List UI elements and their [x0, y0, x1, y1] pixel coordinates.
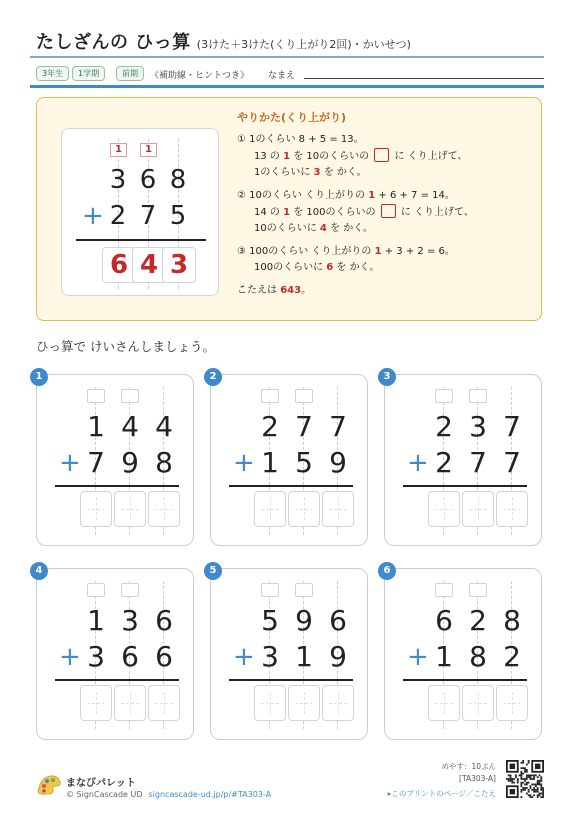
carry-box[interactable] — [87, 389, 105, 403]
example-problem — [61, 128, 219, 296]
highlight-number: 643 — [280, 285, 302, 296]
bottom-digit: 1 — [435, 640, 453, 673]
step-text: 10のくらいに — [254, 223, 320, 234]
carry-box[interactable] — [435, 583, 453, 597]
bottom-digit: 5 — [169, 201, 187, 231]
answer-box[interactable] — [80, 685, 112, 721]
bottom-digit: 2 — [503, 640, 521, 673]
worksheet-code: [TA303-A] — [459, 774, 496, 783]
bottom-digit: 5 — [295, 446, 313, 479]
step-text: 13 の — [254, 151, 284, 162]
problem-number: 5 — [204, 562, 222, 580]
bottom-digit: 1 — [295, 640, 313, 673]
bottom-digit: 8 — [469, 640, 487, 673]
name-label: なまえ — [268, 71, 296, 81]
problem-number: 6 — [378, 562, 396, 580]
answer-box[interactable] — [114, 685, 146, 721]
problem-number: 3 — [378, 368, 396, 386]
step-text: 100のくらいに — [254, 262, 327, 273]
top-digit: 6 — [155, 604, 173, 637]
answer-box[interactable] — [322, 685, 354, 721]
bottom-digit: 7 — [87, 446, 105, 479]
highlight-number: 1 — [374, 246, 382, 257]
plus-sign: + — [82, 201, 104, 231]
bottom-digit: 7 — [469, 446, 487, 479]
answer-digit: 6 — [102, 247, 136, 283]
sum-line — [229, 485, 353, 487]
step-text: ② 10のくらい くり上がりの — [237, 190, 369, 201]
meta-row — [36, 66, 544, 82]
top-digit: 6 — [329, 604, 347, 637]
step-1 — [237, 132, 537, 181]
answer-box[interactable] — [428, 491, 460, 527]
site-link[interactable]: signcascade-ud.jp/p/#TA303-A — [148, 790, 272, 799]
answer-box[interactable] — [462, 685, 494, 721]
bottom-digit: 2 — [435, 446, 453, 479]
top-digit: 8 — [169, 165, 187, 195]
problem-card — [209, 565, 368, 740]
top-digit: 4 — [121, 410, 139, 443]
carry-box[interactable] — [295, 583, 313, 597]
carry-box-hint — [381, 204, 396, 218]
highlight-number: 1 — [283, 207, 291, 218]
palette-logo-icon — [36, 772, 62, 796]
step-2 — [237, 188, 537, 237]
header-divider — [30, 85, 544, 88]
bottom-digit: 3 — [87, 640, 105, 673]
answer-box[interactable] — [496, 685, 528, 721]
example-answer — [237, 283, 537, 299]
plus-sign: + — [233, 642, 255, 672]
grade-tag: 3年生 — [36, 66, 69, 81]
carry-box[interactable] — [469, 389, 487, 403]
carry-digit: 1 — [110, 143, 127, 157]
step-text: に くり上げて、 — [397, 207, 474, 218]
bottom-digit: 1 — [261, 446, 279, 479]
top-digit: 3 — [121, 604, 139, 637]
step-text: + 3 + 2 = 6。 — [381, 246, 455, 257]
highlight-number: 1 — [368, 190, 376, 201]
answer-box[interactable] — [496, 491, 528, 527]
top-digit: 2 — [261, 410, 279, 443]
problem-number: 2 — [204, 368, 222, 386]
step-text: + 6 + 7 = 14。 — [375, 190, 455, 201]
instruction-text: ひっ算で けいさんしましょう。 — [36, 339, 215, 354]
answer-box[interactable] — [322, 491, 354, 527]
worksheet-header — [36, 28, 411, 54]
sum-line — [403, 485, 527, 487]
plus-sign: + — [59, 448, 81, 478]
sum-line — [76, 239, 206, 241]
answer-box[interactable] — [114, 491, 146, 527]
step-text: 1のくらいに — [254, 167, 314, 178]
top-digit: 8 — [503, 604, 521, 637]
bottom-digit: 6 — [121, 640, 139, 673]
bottom-digit: 7 — [503, 446, 521, 479]
copyright — [66, 790, 271, 799]
sum-line — [403, 679, 527, 681]
step-text: を かく。 — [320, 167, 367, 178]
answer-box[interactable] — [254, 491, 286, 527]
term-tag: 1学期 — [72, 66, 105, 81]
carry-box[interactable] — [87, 583, 105, 597]
answer-digit: 4 — [132, 247, 166, 283]
top-digit: 1 — [87, 604, 105, 637]
answer-box[interactable] — [254, 685, 286, 721]
answer-digit: 3 — [162, 247, 196, 283]
name-write-line — [304, 78, 544, 79]
bottom-digit: 7 — [139, 201, 157, 231]
bottom-digit: 3 — [261, 640, 279, 673]
bottom-digit: 9 — [121, 446, 139, 479]
step-text: 。 — [301, 285, 312, 296]
carry-box-hint — [374, 148, 389, 162]
example-panel — [36, 97, 542, 321]
answer-box[interactable] — [148, 491, 180, 527]
bottom-digit: 6 — [155, 640, 173, 673]
highlight-number: 4 — [319, 223, 327, 234]
answer-box[interactable] — [148, 685, 180, 721]
top-digit: 3 — [109, 165, 127, 195]
step-text: に くり上げて、 — [391, 151, 468, 162]
step-text: を かく。 — [326, 223, 374, 234]
answer-box[interactable] — [288, 685, 320, 721]
step-text: 14 の — [254, 207, 284, 218]
bottom-digit: 9 — [329, 640, 347, 673]
plus-sign: + — [407, 642, 429, 672]
top-digit: 7 — [329, 410, 347, 443]
step-3 — [237, 244, 537, 276]
step-text: を 10のくらいの — [290, 151, 373, 162]
carry-box[interactable] — [295, 389, 313, 403]
top-digit: 7 — [503, 410, 521, 443]
highlight-number: 3 — [313, 167, 321, 178]
step-text: を 100のくらいの — [290, 207, 379, 218]
top-digit: 6 — [139, 165, 157, 195]
plus-sign: + — [59, 642, 81, 672]
step-text: こたえは — [237, 285, 281, 296]
carry-digit: 1 — [140, 143, 157, 157]
carry-box[interactable] — [121, 583, 139, 597]
explanation-title: やりかた(くり上がり) — [237, 111, 347, 124]
top-digit: 6 — [435, 604, 453, 637]
top-digit: 4 — [155, 410, 173, 443]
brand-name: まなびパレット — [66, 778, 136, 789]
copyright-text: © SignCascade UD — [66, 790, 143, 799]
hint-label: 《補助線・ヒントつき》 — [150, 71, 250, 81]
qr-code-icon[interactable] — [506, 760, 544, 798]
problem-card — [35, 371, 194, 546]
worksheet-subtitle: (3けた＋3けた(くり上がり2回)・かいせつ) — [196, 38, 411, 51]
top-digit: 5 — [261, 604, 279, 637]
bottom-digit: 2 — [109, 201, 127, 231]
bottom-digit: 8 — [155, 446, 173, 479]
carry-box[interactable] — [121, 389, 139, 403]
answer-box[interactable] — [462, 491, 494, 527]
sum-line — [55, 679, 179, 681]
problem-number: 1 — [30, 368, 48, 386]
problem-card — [35, 565, 194, 740]
sum-line — [229, 679, 353, 681]
top-digit: 9 — [295, 604, 313, 637]
answer-box[interactable] — [80, 491, 112, 527]
answer-box[interactable] — [428, 685, 460, 721]
top-digit: 3 — [469, 410, 487, 443]
carry-box[interactable] — [261, 389, 279, 403]
step-text: ③ 100のくらい くり上がりの — [237, 246, 375, 257]
bottom-digit: 9 — [329, 446, 347, 479]
sum-line — [55, 485, 179, 487]
answer-page-link[interactable]: ▸このプリントのページ／こたえ — [387, 789, 496, 798]
explanation — [237, 110, 537, 299]
highlight-number: 6 — [326, 262, 334, 273]
period-tag: 前期 — [116, 66, 144, 81]
carry-box[interactable] — [261, 583, 279, 597]
plus-sign: + — [233, 448, 255, 478]
problem-card — [383, 565, 542, 740]
top-digit: 2 — [469, 604, 487, 637]
step-text: を かく。 — [333, 262, 380, 273]
answer-box[interactable] — [288, 491, 320, 527]
top-digit: 2 — [435, 410, 453, 443]
problem-card — [209, 371, 368, 546]
highlight-number: 1 — [283, 151, 291, 162]
worksheet-title: たしざんの ひっ算 — [36, 32, 191, 53]
time-estimate: めやす：10ぷん — [441, 762, 496, 771]
top-digit: 7 — [295, 410, 313, 443]
carry-box[interactable] — [469, 583, 487, 597]
problem-number: 4 — [30, 562, 48, 580]
plus-sign: + — [407, 448, 429, 478]
step-text: ① 1のくらい 8 + 5 = 13。 — [237, 134, 364, 145]
carry-box[interactable] — [435, 389, 453, 403]
top-digit: 1 — [87, 410, 105, 443]
problem-card — [383, 371, 542, 546]
title-divider — [30, 56, 544, 58]
